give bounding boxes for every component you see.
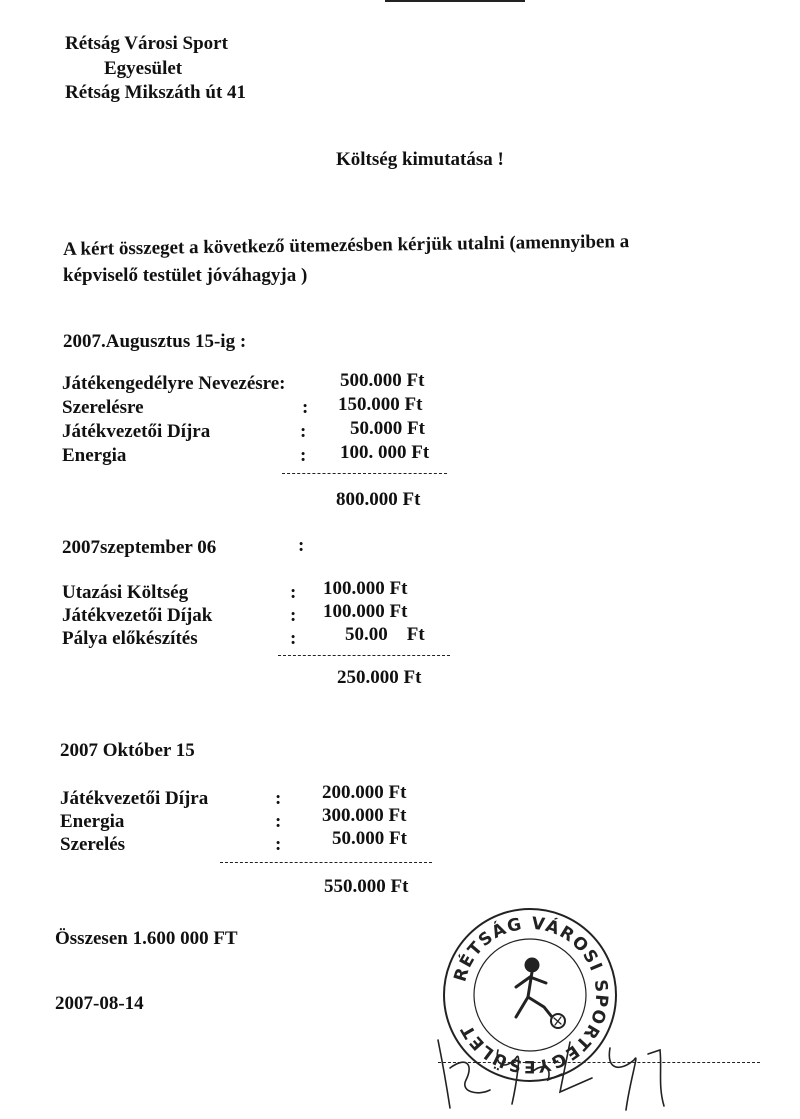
item-label: Energia xyxy=(60,811,125,832)
item-amount: 50.00 Ft xyxy=(345,624,425,645)
section-heading: 2007szeptember 06 xyxy=(62,537,217,558)
item-colon: : xyxy=(275,834,282,855)
section-heading-colon: : xyxy=(298,535,305,556)
item-label: Utazási Költség xyxy=(62,582,189,603)
signature-line xyxy=(438,1062,760,1063)
subtotal-rule xyxy=(282,473,447,474)
header-club-type: Egyesület xyxy=(104,58,183,79)
item-colon: : xyxy=(300,445,307,466)
subtotal-rule xyxy=(220,862,432,863)
header-club-name: Rétság Városi Sport xyxy=(65,33,228,54)
item-amount: 150.000 Ft xyxy=(338,394,423,415)
subtotal-amount: 800.000 Ft xyxy=(336,489,421,510)
document-date: 2007-08-14 xyxy=(55,993,144,1014)
item-label: Pálya előkészítés xyxy=(62,628,198,649)
item-label: Energia xyxy=(62,445,127,466)
subtotal-amount: 550.000 Ft xyxy=(324,876,409,897)
section-heading: 2007.Augusztus 15-ig : xyxy=(63,331,247,352)
item-colon: : xyxy=(302,397,309,418)
item-amount: 100.000 Ft xyxy=(323,578,408,599)
item-label: Játékvezetői Díjra xyxy=(62,421,211,442)
section-heading: 2007 Október 15 xyxy=(60,740,195,761)
subtotal-amount: 250.000 Ft xyxy=(337,667,422,688)
item-colon: : xyxy=(290,582,297,603)
item-label: Játékengedélyre Nevezésre: xyxy=(62,373,286,394)
item-colon: : xyxy=(300,421,307,442)
item-label: Játékvezetői Díjra xyxy=(60,788,209,809)
football-player-icon xyxy=(516,959,565,1028)
item-amount: 50.000 Ft xyxy=(350,418,425,439)
item-colon: : xyxy=(290,628,297,649)
document-title: Költség kimutatása ! xyxy=(336,149,504,170)
item-colon: : xyxy=(275,788,282,809)
item-label: Játékvezetői Díjak xyxy=(62,605,213,626)
item-amount: 100. 000 Ft xyxy=(340,442,430,463)
stamp-text: RÉTSÁG VÁROSI SPORTEGYESÜLET xyxy=(450,913,612,1077)
intro-line-2: képviselő testület jóváhagyja ) xyxy=(63,265,308,286)
item-label: Szerelésre xyxy=(62,397,144,418)
item-amount: 500.000 Ft xyxy=(340,370,425,391)
handwritten-signature xyxy=(420,1020,700,1115)
item-label: Szerelés xyxy=(60,834,126,855)
intro-line-1: A kért összeget a következő ütemezésben kérjük utalni (amennyiben a xyxy=(62,231,630,260)
subtotal-rule xyxy=(278,655,450,656)
header-address: Rétság Mikszáth út 41 xyxy=(65,82,247,103)
top-edge-line xyxy=(385,0,525,2)
item-colon: : xyxy=(290,605,297,626)
item-colon: : xyxy=(275,811,282,832)
item-amount: 300.000 Ft xyxy=(322,805,407,826)
item-amount: 100.000 Ft xyxy=(323,601,408,622)
item-amount: 200.000 Ft xyxy=(322,782,407,803)
item-amount: 50.000 Ft xyxy=(332,828,407,849)
grand-total: Összesen 1.600 000 FT xyxy=(55,928,238,949)
